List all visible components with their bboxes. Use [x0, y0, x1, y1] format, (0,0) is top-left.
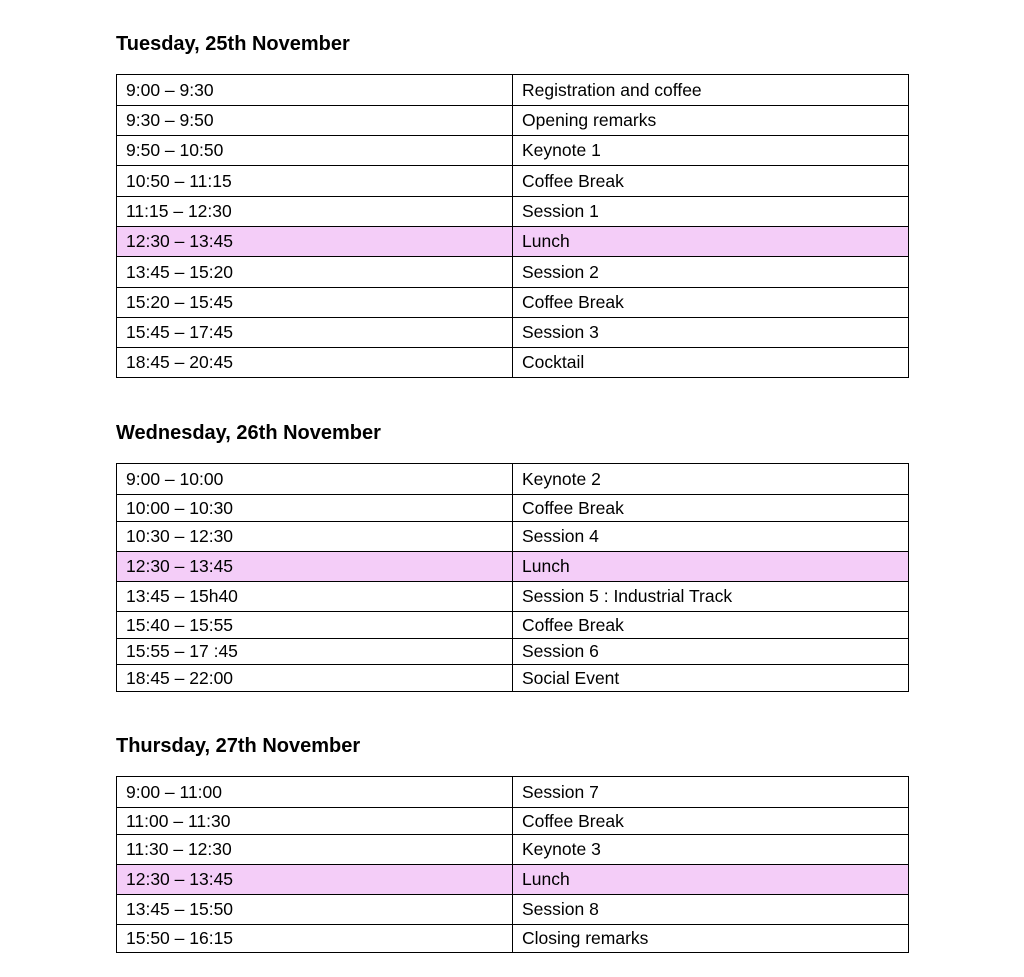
schedule-table — [116, 776, 909, 953]
time-cell: 9:00 – 9:30 — [117, 75, 513, 106]
time-cell: 9:00 – 11:00 — [117, 777, 513, 808]
event-cell: Session 5 : Industrial Track — [513, 582, 909, 612]
time-cell: 15:40 – 15:55 — [117, 612, 513, 639]
table-row — [117, 464, 909, 495]
time-cell: 12:30 – 13:45 — [117, 552, 513, 582]
table-row — [117, 197, 909, 227]
time-cell: 10:50 – 11:15 — [117, 166, 513, 197]
table-row — [117, 288, 909, 318]
event-cell: Coffee Break — [513, 495, 909, 522]
time-cell: 18:45 – 22:00 — [117, 665, 513, 692]
table-row-lunch — [117, 865, 909, 895]
event-cell: Session 1 — [513, 197, 909, 227]
table-row — [117, 522, 909, 552]
time-cell: 9:30 – 9:50 — [117, 106, 513, 136]
event-cell: Cocktail — [513, 348, 909, 378]
time-cell: 13:45 – 15:50 — [117, 895, 513, 925]
time-cell: 15:50 – 16:15 — [117, 925, 513, 953]
day-heading: Wednesday, 26th November — [116, 422, 381, 444]
table-row — [117, 777, 909, 808]
event-cell: Session 3 — [513, 318, 909, 348]
event-cell: Session 8 — [513, 895, 909, 925]
table-row — [117, 136, 909, 166]
event-cell: Coffee Break — [513, 612, 909, 639]
table-row — [117, 582, 909, 612]
table-row-lunch — [117, 552, 909, 582]
time-cell: 15:55 – 17 :45 — [117, 639, 513, 665]
event-cell: Coffee Break — [513, 166, 909, 197]
time-cell: 11:00 – 11:30 — [117, 808, 513, 835]
event-cell: Coffee Break — [513, 808, 909, 835]
time-cell: 10:30 – 12:30 — [117, 522, 513, 552]
table-row — [117, 348, 909, 378]
event-cell: Coffee Break — [513, 288, 909, 318]
time-cell: 15:20 – 15:45 — [117, 288, 513, 318]
event-cell: Lunch — [513, 227, 909, 257]
table-row — [117, 495, 909, 522]
time-cell: 15:45 – 17:45 — [117, 318, 513, 348]
event-cell: Opening remarks — [513, 106, 909, 136]
table-row — [117, 318, 909, 348]
event-cell: Session 6 — [513, 639, 909, 665]
time-cell: 10:00 – 10:30 — [117, 495, 513, 522]
table-row — [117, 639, 909, 665]
time-cell: 11:15 – 12:30 — [117, 197, 513, 227]
day-wednesday — [116, 421, 908, 688]
event-cell: Session 7 — [513, 777, 909, 808]
event-cell: Social Event — [513, 665, 909, 692]
event-cell: Registration and coffee — [513, 75, 909, 106]
event-cell: Keynote 1 — [513, 136, 909, 166]
event-cell: Session 4 — [513, 522, 909, 552]
event-cell: Closing remarks — [513, 925, 909, 953]
event-cell: Keynote 2 — [513, 464, 909, 495]
time-cell: 12:30 – 13:45 — [117, 865, 513, 895]
table-row — [117, 75, 909, 106]
schedule-table — [116, 463, 909, 692]
time-cell: 9:50 – 10:50 — [117, 136, 513, 166]
time-cell: 9:00 – 10:00 — [117, 464, 513, 495]
table-row — [117, 808, 909, 835]
day-thursday — [116, 734, 908, 948]
time-cell: 12:30 – 13:45 — [117, 227, 513, 257]
time-cell: 13:45 – 15h40 — [117, 582, 513, 612]
time-cell: 18:45 – 20:45 — [117, 348, 513, 378]
event-cell: Lunch — [513, 865, 909, 895]
table-row — [117, 106, 909, 136]
day-tuesday — [116, 32, 908, 372]
table-row — [117, 925, 909, 953]
event-cell: Keynote 3 — [513, 835, 909, 865]
table-row — [117, 665, 909, 692]
table-row-lunch — [117, 227, 909, 257]
event-cell: Lunch — [513, 552, 909, 582]
table-row — [117, 257, 909, 288]
event-cell: Session 2 — [513, 257, 909, 288]
day-heading: Tuesday, 25th November — [116, 33, 350, 55]
table-row — [117, 166, 909, 197]
table-row — [117, 835, 909, 865]
table-row — [117, 895, 909, 925]
table-row — [117, 612, 909, 639]
schedule-table — [116, 74, 909, 378]
time-cell: 13:45 – 15:20 — [117, 257, 513, 288]
day-heading: Thursday, 27th November — [116, 735, 361, 757]
time-cell: 11:30 – 12:30 — [117, 835, 513, 865]
